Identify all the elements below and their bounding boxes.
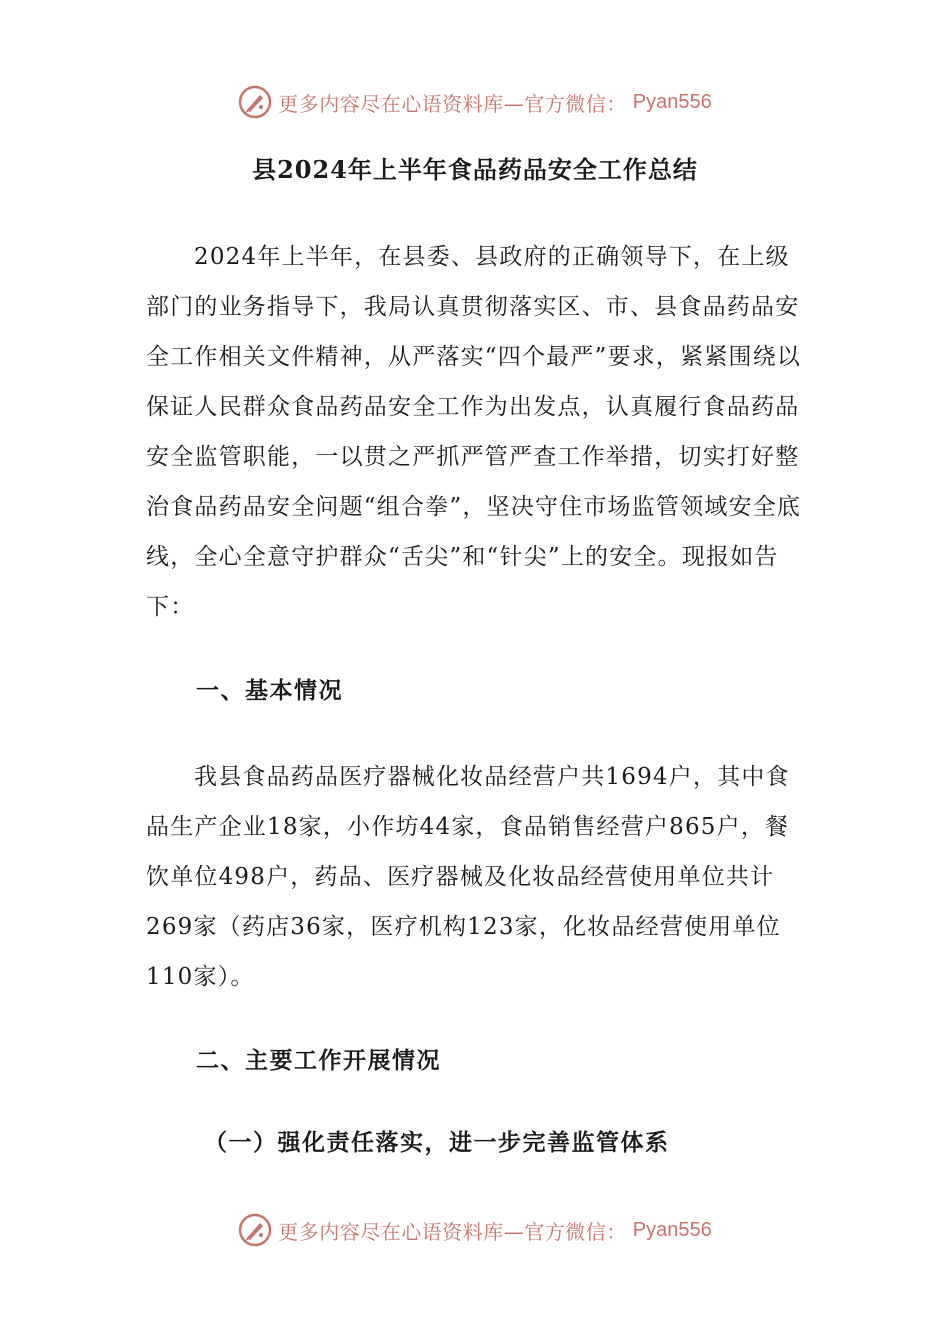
intro-paragraph [146, 232, 811, 632]
watermark-wechat-id: Pyan556 [632, 1218, 712, 1241]
basic-situation-text: 我县食品药品医疗器械化妆品经营户共1694户，其中食品生产企业18家，小作坊44家，食品销售经营户865户，餐饮单位498户，药品、医疗器械及化妆品经营使用单位共计269家（药店36家，医疗机构123家，化妆品经营使用单位110家）。 [146, 764, 790, 990]
document-title: 县2024年上半年食品药品安全工作总结 [252, 155, 698, 184]
section-heading-main-work: 二、主要工作开展情况 [196, 1047, 441, 1074]
watermark-header [0, 82, 950, 122]
watermark-wechat-id: Pyan556 [632, 90, 712, 113]
basic-situation-paragraph [146, 752, 811, 1002]
section-heading-basic: 一、基本情况 [196, 677, 343, 704]
pen-logo-icon [238, 85, 272, 119]
intro-text: 2024年上半年，在县委、县政府的正确领导下，在上级部门的业务指导下，我局认真贯彻落实区、市、县食品药品安全工作相关文件精神，从严落实“四个最严”要求，紧紧围绕以保证人民群众食品药品安全工作为出发点，认真履行食品药品安全监管职能，一以贯之严抓严管严查工作举措，切实打好整治食品药品安全问题“组合拳”，坚决守住市场监管领域安全底线，全心全意守护群众“舌尖”和“针尖”上的安全。现报如告下： [146, 244, 802, 620]
pen-logo-icon [238, 1213, 272, 1247]
subsection-heading-responsibility: （一）强化责任落实，进一步完善监管体系 [204, 1129, 670, 1156]
watermark-footer [0, 1210, 950, 1250]
watermark-text: 更多内容尽在心语资料库—官方微信： [278, 1219, 627, 1244]
watermark-text: 更多内容尽在心语资料库—官方微信： [278, 91, 627, 116]
